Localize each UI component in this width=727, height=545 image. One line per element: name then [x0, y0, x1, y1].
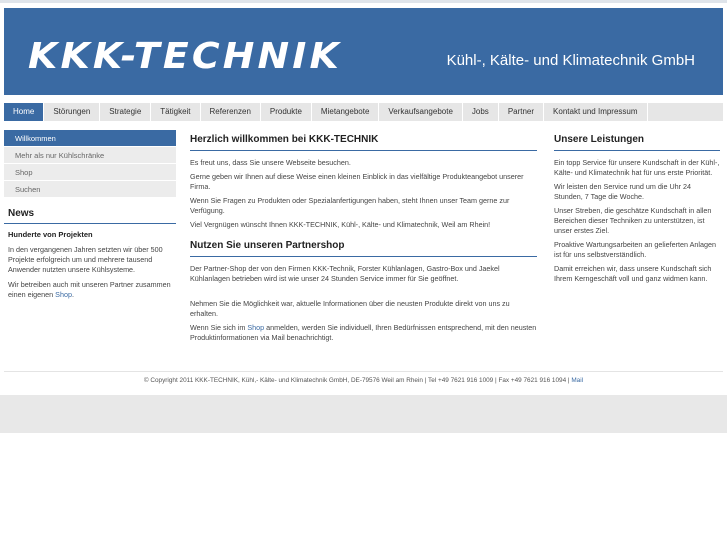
nav-taetigkeit[interactable]: Tätigkeit [151, 103, 200, 121]
services-paragraph: Proaktive Wartungsarbeiten an gelieferten Anlagen ist für uns selbstverständlich. [554, 240, 716, 259]
partner-shop-link[interactable]: Shop [247, 323, 265, 332]
news-shop-link[interactable]: Shop [55, 290, 72, 299]
partner-title: Nutzen Sie unseren Partnershop [190, 240, 537, 257]
header-banner [4, 8, 723, 95]
news-body [4, 224, 176, 300]
nav-stoerungen[interactable]: Störungen [44, 103, 100, 121]
partner-text: Wenn Sie sich im [190, 323, 248, 332]
partner-paragraph: Der Partner-Shop der von den Firmen KKK-Technik, Forster Kühlanlagen, Gastro-Box und Jaekel Kühlanlagen betrieben wird ist wie unser 24 Stunden Service immer für Sie geöffnet. [190, 264, 500, 283]
services-paragraph: Wir leisten den Service rund um die Uhr 24 Stunden, 7 Tage die Woche. [554, 182, 692, 201]
nav-produkte[interactable]: Produkte [261, 103, 312, 121]
services-column [554, 134, 720, 288]
services-paragraph: Damit erreichen wir, dass unsere Kundschaft sich Ihrem Kerngeschäft voll und ganz widmen kann. [554, 264, 712, 283]
sidebar-item-kuehlschraenke[interactable]: Mehr als nur Kühlschränke [4, 147, 176, 164]
welcome-paragraph: Viel Vergnügen wünscht Ihnen KKK-TECHNIK, Kühl-, Kälte- und Klimatechnik, Weil am Rhein! [190, 220, 491, 229]
welcome-title: Herzlich willkommen bei KKK-TECHNIK [190, 134, 537, 151]
welcome-paragraph: Wenn Sie Fragen zu Produkten oder Spezialanfertigungen haben, steht Ihnen unser Team gerne zur Verfügung. [190, 196, 510, 215]
partner-section [190, 240, 537, 343]
footer [0, 377, 727, 384]
news-text: Wir betreiben auch mit unseren Partner zusammen einen eigenen [8, 280, 171, 299]
partner-paragraph-shop [190, 323, 537, 343]
partner-text-end: anmelden, werden Sie individuell, Ihren Bedürfnissen entsprechend, mit den neusten Produktinformationen via Mail benachrichtigt. [190, 323, 537, 342]
nav-filler [648, 103, 723, 121]
nav-verkaufsangebote[interactable]: Verkaufsangebote [379, 103, 463, 121]
sidebar-item-willkommen[interactable]: Willkommen [4, 130, 176, 147]
news-heading: Hunderte von Projekten [8, 230, 93, 239]
main-navigation [4, 103, 723, 121]
news-title: News [4, 208, 176, 224]
footer-mail-link[interactable]: Mail [571, 377, 584, 384]
news-paragraph-shop [8, 280, 172, 300]
news-paragraph: In den vergangenen Jahren setzten wir über 500 Projekte erfolgreich um und mehrere tausend Anwender nutzten unsere Kühlsysteme. [8, 245, 163, 274]
main-content [190, 134, 537, 347]
copyright-text: © Copyright 2011 KKK-TECHNIK, Kühl,- Kälte- und Klimatechnik GmbH, DE-79576 Weil am Rhein | Tel +49 7621 916 1009 | Fax +49 7621 916 1094 | [143, 377, 572, 384]
partner-paragraph: Nehmen Sie die Möglichkeit war, aktuelle Informationen über die neusten Produkte direkt von uns zu erhalten. [190, 299, 510, 318]
nav-partner[interactable]: Partner [499, 103, 544, 121]
nav-jobs[interactable]: Jobs [463, 103, 499, 121]
spacer [190, 288, 537, 299]
news-text-end: . [71, 290, 74, 299]
sidebar-item-suchen[interactable]: Suchen [4, 181, 176, 198]
welcome-paragraph: Es freut uns, dass Sie unsere Webseite besuchen. [190, 158, 351, 167]
sidebar [4, 130, 176, 305]
services-paragraph: Unser Streben, die geschätze Kundschaft in allen Bereichen dieser Techniken zu unterstützen, ist unser erstes Ziel. [554, 206, 712, 235]
top-strip [0, 0, 727, 3]
nav-mietangebote[interactable]: Mietangebote [312, 103, 379, 121]
services-title: Unsere Leistungen [554, 134, 720, 151]
footer-divider [4, 371, 723, 372]
nav-home[interactable]: Home [4, 103, 44, 121]
services-paragraph: Ein topp Service für unsere Kundschaft in der Kühl-, Kälte- und Klimatechnik hat für uns erste Priorität. [554, 158, 720, 177]
site-logo[interactable]: KKK-TECHNIK [28, 36, 342, 77]
company-tagline: Kühl-, Kälte- und Klimatechnik GmbH [446, 52, 695, 69]
sidebar-item-shop[interactable]: Shop [4, 164, 176, 181]
nav-referenzen[interactable]: Referenzen [201, 103, 261, 121]
welcome-paragraph: Gerne geben wir Ihnen auf diese Weise einen kleinen Einblick in das vielfältige Produkteangebot unserer Firma. [190, 172, 524, 191]
nav-strategie[interactable]: Strategie [100, 103, 151, 121]
nav-kontakt[interactable]: Kontakt und Impressum [544, 103, 647, 121]
bottom-band [0, 395, 727, 433]
